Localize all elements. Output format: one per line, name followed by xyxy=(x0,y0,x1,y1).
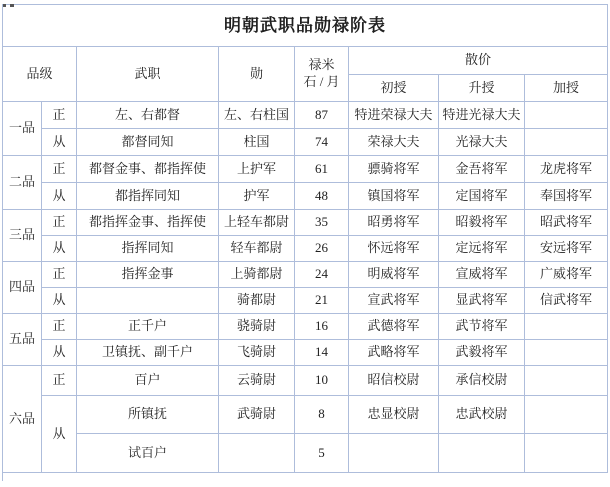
table-row xyxy=(3,129,608,156)
table-row xyxy=(3,5,608,47)
header-position: 武职 xyxy=(77,47,219,102)
promotion-grant-cell: 光禄大夫 xyxy=(439,129,525,156)
additional-grant-cell: 广威将军 xyxy=(525,262,608,288)
merit-cell: 上轻车都尉 xyxy=(219,210,295,236)
additional-grant-cell: 龙虎将军 xyxy=(525,156,608,183)
header-sanjia: 散价 xyxy=(349,47,608,75)
merit-cell: 云骑尉 xyxy=(219,366,295,396)
top-left-artifact xyxy=(3,4,14,7)
table-row xyxy=(3,314,608,340)
table-row xyxy=(3,366,608,396)
initial-grant-cell xyxy=(349,434,439,473)
cutoff-next-row xyxy=(2,473,607,481)
subgrade-cell: 从 xyxy=(42,183,77,210)
table-row xyxy=(3,47,608,75)
merit-cell: 上骑都尉 xyxy=(219,262,295,288)
subgrade-cell: 正 xyxy=(42,102,77,129)
salary-cell: 14 xyxy=(295,340,349,366)
merit-cell: 武骑尉 xyxy=(219,396,295,434)
promotion-grant-cell: 宣威将军 xyxy=(439,262,525,288)
salary-cell: 16 xyxy=(295,314,349,340)
merit-cell xyxy=(219,434,295,473)
initial-grant-cell: 荣禄大夫 xyxy=(349,129,439,156)
header-promotion-grant: 升授 xyxy=(439,75,525,102)
table-row xyxy=(3,434,608,473)
additional-grant-cell: 奉国将军 xyxy=(525,183,608,210)
grade-cell: 五品 xyxy=(3,314,42,366)
merit-cell: 柱国 xyxy=(219,129,295,156)
rank-table xyxy=(2,4,608,473)
position-cell: 指挥同知 xyxy=(77,236,219,262)
subgrade-cell: 从 xyxy=(42,396,77,473)
promotion-grant-cell: 昭毅将军 xyxy=(439,210,525,236)
salary-cell: 61 xyxy=(295,156,349,183)
position-cell: 都指挥金事、指挥使 xyxy=(77,210,219,236)
table-row xyxy=(3,396,608,434)
merit-cell: 骑都尉 xyxy=(219,288,295,314)
position-cell: 试百户 xyxy=(77,434,219,473)
table-row xyxy=(3,183,608,210)
additional-grant-cell xyxy=(525,434,608,473)
position-cell: 卫镇抚、副千户 xyxy=(77,340,219,366)
subgrade-cell: 从 xyxy=(42,129,77,156)
salary-cell: 74 xyxy=(295,129,349,156)
salary-cell: 87 xyxy=(295,102,349,129)
header-salary-line1: 禄米 xyxy=(308,57,335,73)
grade-cell: 一品 xyxy=(3,102,42,156)
position-cell: 左、右都督 xyxy=(77,102,219,129)
promotion-grant-cell: 承信校尉 xyxy=(439,366,525,396)
additional-grant-cell xyxy=(525,340,608,366)
merit-cell: 飞骑尉 xyxy=(219,340,295,366)
table-row xyxy=(3,288,608,314)
table-row xyxy=(3,262,608,288)
header-additional-grant: 加授 xyxy=(525,75,608,102)
promotion-grant-cell: 忠武校尉 xyxy=(439,396,525,434)
position-cell: 都督金事、都指挥使 xyxy=(77,156,219,183)
position-cell: 都指挥同知 xyxy=(77,183,219,210)
promotion-grant-cell: 特进光禄大夫 xyxy=(439,102,525,129)
additional-grant-cell xyxy=(525,102,608,129)
position-cell: 都督同知 xyxy=(77,129,219,156)
position-cell: 正千户 xyxy=(77,314,219,340)
header-salary xyxy=(295,47,349,102)
subgrade-cell: 正 xyxy=(42,366,77,396)
initial-grant-cell: 明威将军 xyxy=(349,262,439,288)
initial-grant-cell: 昭信校尉 xyxy=(349,366,439,396)
initial-grant-cell: 特进荣禄大夫 xyxy=(349,102,439,129)
salary-cell: 10 xyxy=(295,366,349,396)
header-initial-grant: 初授 xyxy=(349,75,439,102)
subgrade-cell: 从 xyxy=(42,340,77,366)
subgrade-cell: 正 xyxy=(42,314,77,340)
salary-cell: 35 xyxy=(295,210,349,236)
initial-grant-cell: 昭勇将军 xyxy=(349,210,439,236)
initial-grant-cell: 武德将军 xyxy=(349,314,439,340)
table-row xyxy=(3,102,608,129)
additional-grant-cell xyxy=(525,314,608,340)
salary-cell: 24 xyxy=(295,262,349,288)
additional-grant-cell: 昭武将军 xyxy=(525,210,608,236)
salary-cell: 8 xyxy=(295,396,349,434)
additional-grant-cell: 信武将军 xyxy=(525,288,608,314)
promotion-grant-cell: 武毅将军 xyxy=(439,340,525,366)
header-merit: 勋 xyxy=(219,47,295,102)
promotion-grant-cell xyxy=(439,434,525,473)
promotion-grant-cell: 显武将军 xyxy=(439,288,525,314)
subgrade-cell: 正 xyxy=(42,210,77,236)
merit-cell: 护军 xyxy=(219,183,295,210)
initial-grant-cell: 镇国将军 xyxy=(349,183,439,210)
promotion-grant-cell: 金吾将军 xyxy=(439,156,525,183)
initial-grant-cell: 武略将军 xyxy=(349,340,439,366)
position-cell: 所镇抚 xyxy=(77,396,219,434)
table-row xyxy=(3,236,608,262)
position-cell xyxy=(77,288,219,314)
subgrade-cell: 正 xyxy=(42,156,77,183)
merit-cell: 上护军 xyxy=(219,156,295,183)
table-row xyxy=(3,210,608,236)
grade-cell: 六品 xyxy=(3,366,42,473)
salary-cell: 5 xyxy=(295,434,349,473)
promotion-grant-cell: 定国将军 xyxy=(439,183,525,210)
additional-grant-cell xyxy=(525,366,608,396)
grade-cell: 三品 xyxy=(3,210,42,262)
subgrade-cell: 从 xyxy=(42,288,77,314)
header-grade: 品级 xyxy=(3,47,77,102)
merit-cell: 左、右柱国 xyxy=(219,102,295,129)
salary-cell: 21 xyxy=(295,288,349,314)
subgrade-cell: 正 xyxy=(42,262,77,288)
merit-cell: 骁骑尉 xyxy=(219,314,295,340)
page-title: 明朝武职品勋禄阶表 xyxy=(3,5,608,47)
initial-grant-cell: 宣武将军 xyxy=(349,288,439,314)
salary-cell: 26 xyxy=(295,236,349,262)
additional-grant-cell: 安远将军 xyxy=(525,236,608,262)
initial-grant-cell: 忠显校尉 xyxy=(349,396,439,434)
subgrade-cell: 从 xyxy=(42,236,77,262)
grade-cell: 四品 xyxy=(3,262,42,314)
initial-grant-cell: 怀远将军 xyxy=(349,236,439,262)
promotion-grant-cell: 武节将军 xyxy=(439,314,525,340)
promotion-grant-cell: 定远将军 xyxy=(439,236,525,262)
header-salary-line2: 石 / 月 xyxy=(303,74,340,89)
position-cell: 指挥金事 xyxy=(77,262,219,288)
grade-cell: 二品 xyxy=(3,156,42,210)
additional-grant-cell xyxy=(525,129,608,156)
initial-grant-cell: 骠骑将军 xyxy=(349,156,439,183)
additional-grant-cell xyxy=(525,396,608,434)
position-cell: 百户 xyxy=(77,366,219,396)
table-row xyxy=(3,340,608,366)
merit-cell: 轻车都尉 xyxy=(219,236,295,262)
salary-cell: 48 xyxy=(295,183,349,210)
table-row xyxy=(3,156,608,183)
